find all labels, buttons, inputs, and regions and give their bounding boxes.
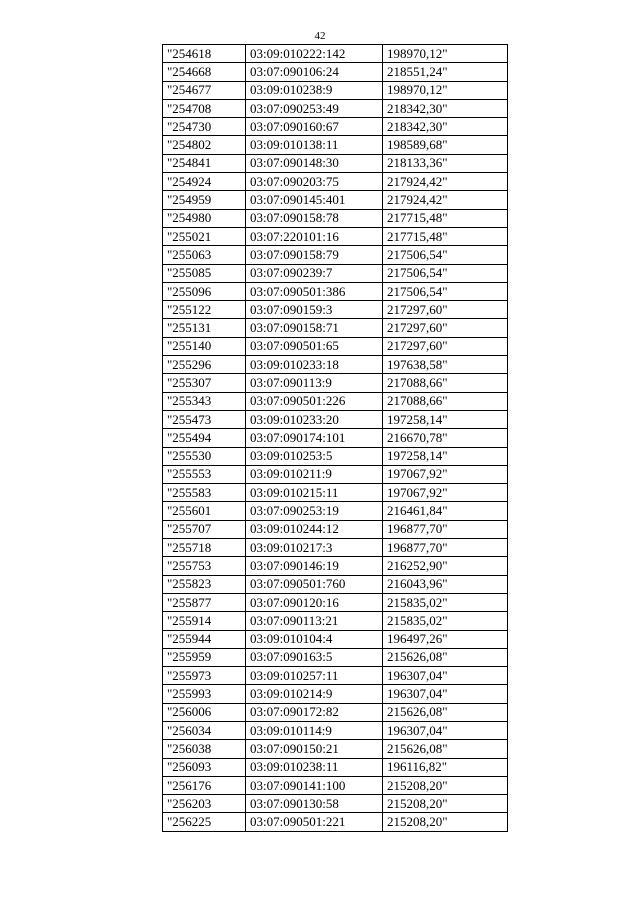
table-row <box>163 319 508 337</box>
record-id-cell: "255601 <box>163 502 246 520</box>
amount-cell: 217297,60" <box>383 337 508 355</box>
record-id-cell: "254618 <box>163 45 246 63</box>
table-row <box>163 776 508 794</box>
cadastral-number-cell: 03:07:090172:82 <box>246 703 383 721</box>
cadastral-number-cell: 03:07:090158:79 <box>246 246 383 264</box>
amount-cell: 218133,36" <box>383 154 508 172</box>
amount-cell: 196877,70" <box>383 539 508 557</box>
table-row <box>163 447 508 465</box>
cadastral-number-cell: 03:09:010233:20 <box>246 410 383 428</box>
table-row <box>163 648 508 666</box>
cadastral-number-cell: 03:07:090501:65 <box>246 337 383 355</box>
record-id-cell: "255707 <box>163 520 246 538</box>
table-row <box>163 282 508 300</box>
table-row <box>163 795 508 813</box>
record-id-cell: "254980 <box>163 209 246 227</box>
record-id-cell: "254708 <box>163 99 246 117</box>
record-id-cell: "255530 <box>163 447 246 465</box>
table-row <box>163 667 508 685</box>
table-row <box>163 630 508 648</box>
amount-cell: 217924,42" <box>383 173 508 191</box>
cadastral-number-cell: 03:09:010217:3 <box>246 539 383 557</box>
cadastral-number-cell: 03:07:090113:9 <box>246 374 383 392</box>
amount-cell: 216670,78" <box>383 429 508 447</box>
cadastral-number-cell: 03:07:090158:78 <box>246 209 383 227</box>
record-id-cell: "256006 <box>163 703 246 721</box>
record-id-cell: "255877 <box>163 593 246 611</box>
amount-cell: 197067,92" <box>383 465 508 483</box>
amount-cell: 196307,04" <box>383 685 508 703</box>
amount-cell: 196116,82" <box>383 758 508 776</box>
amount-cell: 198970,12" <box>383 45 508 63</box>
table-row <box>163 81 508 99</box>
record-id-cell: "256034 <box>163 721 246 739</box>
table-row <box>163 301 508 319</box>
table-row <box>163 465 508 483</box>
cadastral-number-cell: 03:07:090253:49 <box>246 99 383 117</box>
amount-cell: 217088,66" <box>383 374 508 392</box>
amount-cell: 215835,02" <box>383 593 508 611</box>
cadastral-number-cell: 03:07:090145:401 <box>246 191 383 209</box>
cadastral-number-cell: 03:09:010215:11 <box>246 484 383 502</box>
record-id-cell: "255085 <box>163 264 246 282</box>
record-id-cell: "255583 <box>163 484 246 502</box>
cadastral-number-cell: 03:07:090113:21 <box>246 612 383 630</box>
record-id-cell: "255307 <box>163 374 246 392</box>
amount-cell: 197638,58" <box>383 356 508 374</box>
amount-cell: 217924,42" <box>383 191 508 209</box>
table-row <box>163 392 508 410</box>
record-id-cell: "254802 <box>163 136 246 154</box>
cadastral-number-cell: 03:07:090120:16 <box>246 593 383 611</box>
table-row <box>163 246 508 264</box>
table-row <box>163 118 508 136</box>
table-row <box>163 191 508 209</box>
cadastral-number-cell: 03:09:010104:4 <box>246 630 383 648</box>
record-id-cell: "256203 <box>163 795 246 813</box>
table-row <box>163 758 508 776</box>
cadastral-number-cell: 03:07:090501:221 <box>246 813 383 831</box>
amount-cell: 217297,60" <box>383 319 508 337</box>
cadastral-number-cell: 03:09:010238:9 <box>246 81 383 99</box>
cadastral-number-cell: 03:09:010238:11 <box>246 758 383 776</box>
record-id-cell: "255718 <box>163 539 246 557</box>
table-row <box>163 813 508 831</box>
cadastral-number-cell: 03:07:090174:101 <box>246 429 383 447</box>
cadastral-number-cell: 03:07:220101:16 <box>246 227 383 245</box>
cadastral-number-cell: 03:07:090158:71 <box>246 319 383 337</box>
table-row <box>163 356 508 374</box>
cadastral-number-cell: 03:07:090146:19 <box>246 557 383 575</box>
cadastral-number-cell: 03:07:090130:58 <box>246 795 383 813</box>
record-id-cell: "255753 <box>163 557 246 575</box>
record-id-cell: "256038 <box>163 740 246 758</box>
record-id-cell: "255823 <box>163 575 246 593</box>
cadastral-number-cell: 03:07:090163:5 <box>246 648 383 666</box>
record-id-cell: "255021 <box>163 227 246 245</box>
amount-cell: 217506,54" <box>383 282 508 300</box>
table-row <box>163 173 508 191</box>
cadastral-number-cell: 03:09:010233:18 <box>246 356 383 374</box>
record-id-cell: "255122 <box>163 301 246 319</box>
table-row <box>163 374 508 392</box>
amount-cell: 218342,30" <box>383 99 508 117</box>
table-row <box>163 575 508 593</box>
data-table <box>162 44 508 832</box>
cadastral-number-cell: 03:07:090159:3 <box>246 301 383 319</box>
table-row <box>163 484 508 502</box>
record-id-cell: "254677 <box>163 81 246 99</box>
cadastral-number-cell: 03:09:010138:11 <box>246 136 383 154</box>
table-row <box>163 209 508 227</box>
table-row <box>163 410 508 428</box>
table-row <box>163 429 508 447</box>
table-row <box>163 45 508 63</box>
record-id-cell: "255914 <box>163 612 246 630</box>
amount-cell: 215835,02" <box>383 612 508 630</box>
cadastral-number-cell: 03:09:010257:11 <box>246 667 383 685</box>
table-row <box>163 337 508 355</box>
record-id-cell: "255343 <box>163 392 246 410</box>
record-id-cell: "254841 <box>163 154 246 172</box>
cadastral-number-cell: 03:07:090501:386 <box>246 282 383 300</box>
amount-cell: 217715,48" <box>383 227 508 245</box>
record-id-cell: "255993 <box>163 685 246 703</box>
amount-cell: 215208,20" <box>383 776 508 794</box>
cadastral-number-cell: 03:07:090150:21 <box>246 740 383 758</box>
amount-cell: 218342,30" <box>383 118 508 136</box>
amount-cell: 217506,54" <box>383 246 508 264</box>
record-id-cell: "254668 <box>163 63 246 81</box>
cadastral-number-cell: 03:07:090501:226 <box>246 392 383 410</box>
amount-cell: 217297,60" <box>383 301 508 319</box>
record-id-cell: "255296 <box>163 356 246 374</box>
amount-cell: 217506,54" <box>383 264 508 282</box>
record-id-cell: "255140 <box>163 337 246 355</box>
amount-cell: 215626,08" <box>383 703 508 721</box>
table-row <box>163 502 508 520</box>
amount-cell: 196497,26" <box>383 630 508 648</box>
table-row <box>163 520 508 538</box>
record-id-cell: "256093 <box>163 758 246 776</box>
table-row <box>163 612 508 630</box>
cadastral-number-cell: 03:07:090203:75 <box>246 173 383 191</box>
record-id-cell: "256225 <box>163 813 246 831</box>
record-id-cell: "255944 <box>163 630 246 648</box>
amount-cell: 196877,70" <box>383 520 508 538</box>
page-number: 42 <box>314 30 326 42</box>
cadastral-number-cell: 03:07:090253:19 <box>246 502 383 520</box>
cadastral-number-cell: 03:07:090141:100 <box>246 776 383 794</box>
record-id-cell: "255494 <box>163 429 246 447</box>
amount-cell: 196307,04" <box>383 721 508 739</box>
amount-cell: 197258,14" <box>383 447 508 465</box>
cadastral-number-cell: 03:09:010214:9 <box>246 685 383 703</box>
table-body <box>163 45 508 832</box>
table-row <box>163 740 508 758</box>
amount-cell: 217715,48" <box>383 209 508 227</box>
record-id-cell: "254730 <box>163 118 246 136</box>
cadastral-number-cell: 03:09:010244:12 <box>246 520 383 538</box>
amount-cell: 196307,04" <box>383 667 508 685</box>
record-id-cell: "255096 <box>163 282 246 300</box>
cadastral-number-cell: 03:09:010253:5 <box>246 447 383 465</box>
cadastral-number-cell: 03:09:010114:9 <box>246 721 383 739</box>
amount-cell: 216461,84" <box>383 502 508 520</box>
table-row <box>163 721 508 739</box>
amount-cell: 215208,20" <box>383 813 508 831</box>
table-row <box>163 685 508 703</box>
record-id-cell: "255473 <box>163 410 246 428</box>
record-id-cell: "254924 <box>163 173 246 191</box>
table-row <box>163 539 508 557</box>
cadastral-number-cell: 03:07:090106:24 <box>246 63 383 81</box>
amount-cell: 198589,68" <box>383 136 508 154</box>
table-row <box>163 136 508 154</box>
cadastral-number-cell: 03:09:010222:142 <box>246 45 383 63</box>
amount-cell: 197258,14" <box>383 410 508 428</box>
cadastral-number-cell: 03:07:090148:30 <box>246 154 383 172</box>
table-row <box>163 264 508 282</box>
amount-cell: 215208,20" <box>383 795 508 813</box>
cadastral-number-cell: 03:07:090239:7 <box>246 264 383 282</box>
record-id-cell: "255063 <box>163 246 246 264</box>
amount-cell: 216252,90" <box>383 557 508 575</box>
record-id-cell: "256176 <box>163 776 246 794</box>
table-row <box>163 593 508 611</box>
amount-cell: 197067,92" <box>383 484 508 502</box>
amount-cell: 215626,08" <box>383 740 508 758</box>
table-row <box>163 99 508 117</box>
table-row <box>163 63 508 81</box>
record-id-cell: "255131 <box>163 319 246 337</box>
table-row <box>163 557 508 575</box>
record-id-cell: "255553 <box>163 465 246 483</box>
amount-cell: 218551,24" <box>383 63 508 81</box>
record-id-cell: "255959 <box>163 648 246 666</box>
cadastral-number-cell: 03:09:010211:9 <box>246 465 383 483</box>
record-id-cell: "254959 <box>163 191 246 209</box>
cadastral-number-cell: 03:07:090501:760 <box>246 575 383 593</box>
table-row <box>163 227 508 245</box>
amount-cell: 217088,66" <box>383 392 508 410</box>
cadastral-number-cell: 03:07:090160:67 <box>246 118 383 136</box>
table-row <box>163 703 508 721</box>
amount-cell: 198970,12" <box>383 81 508 99</box>
table-row <box>163 154 508 172</box>
amount-cell: 216043,96" <box>383 575 508 593</box>
amount-cell: 215626,08" <box>383 648 508 666</box>
record-id-cell: "255973 <box>163 667 246 685</box>
